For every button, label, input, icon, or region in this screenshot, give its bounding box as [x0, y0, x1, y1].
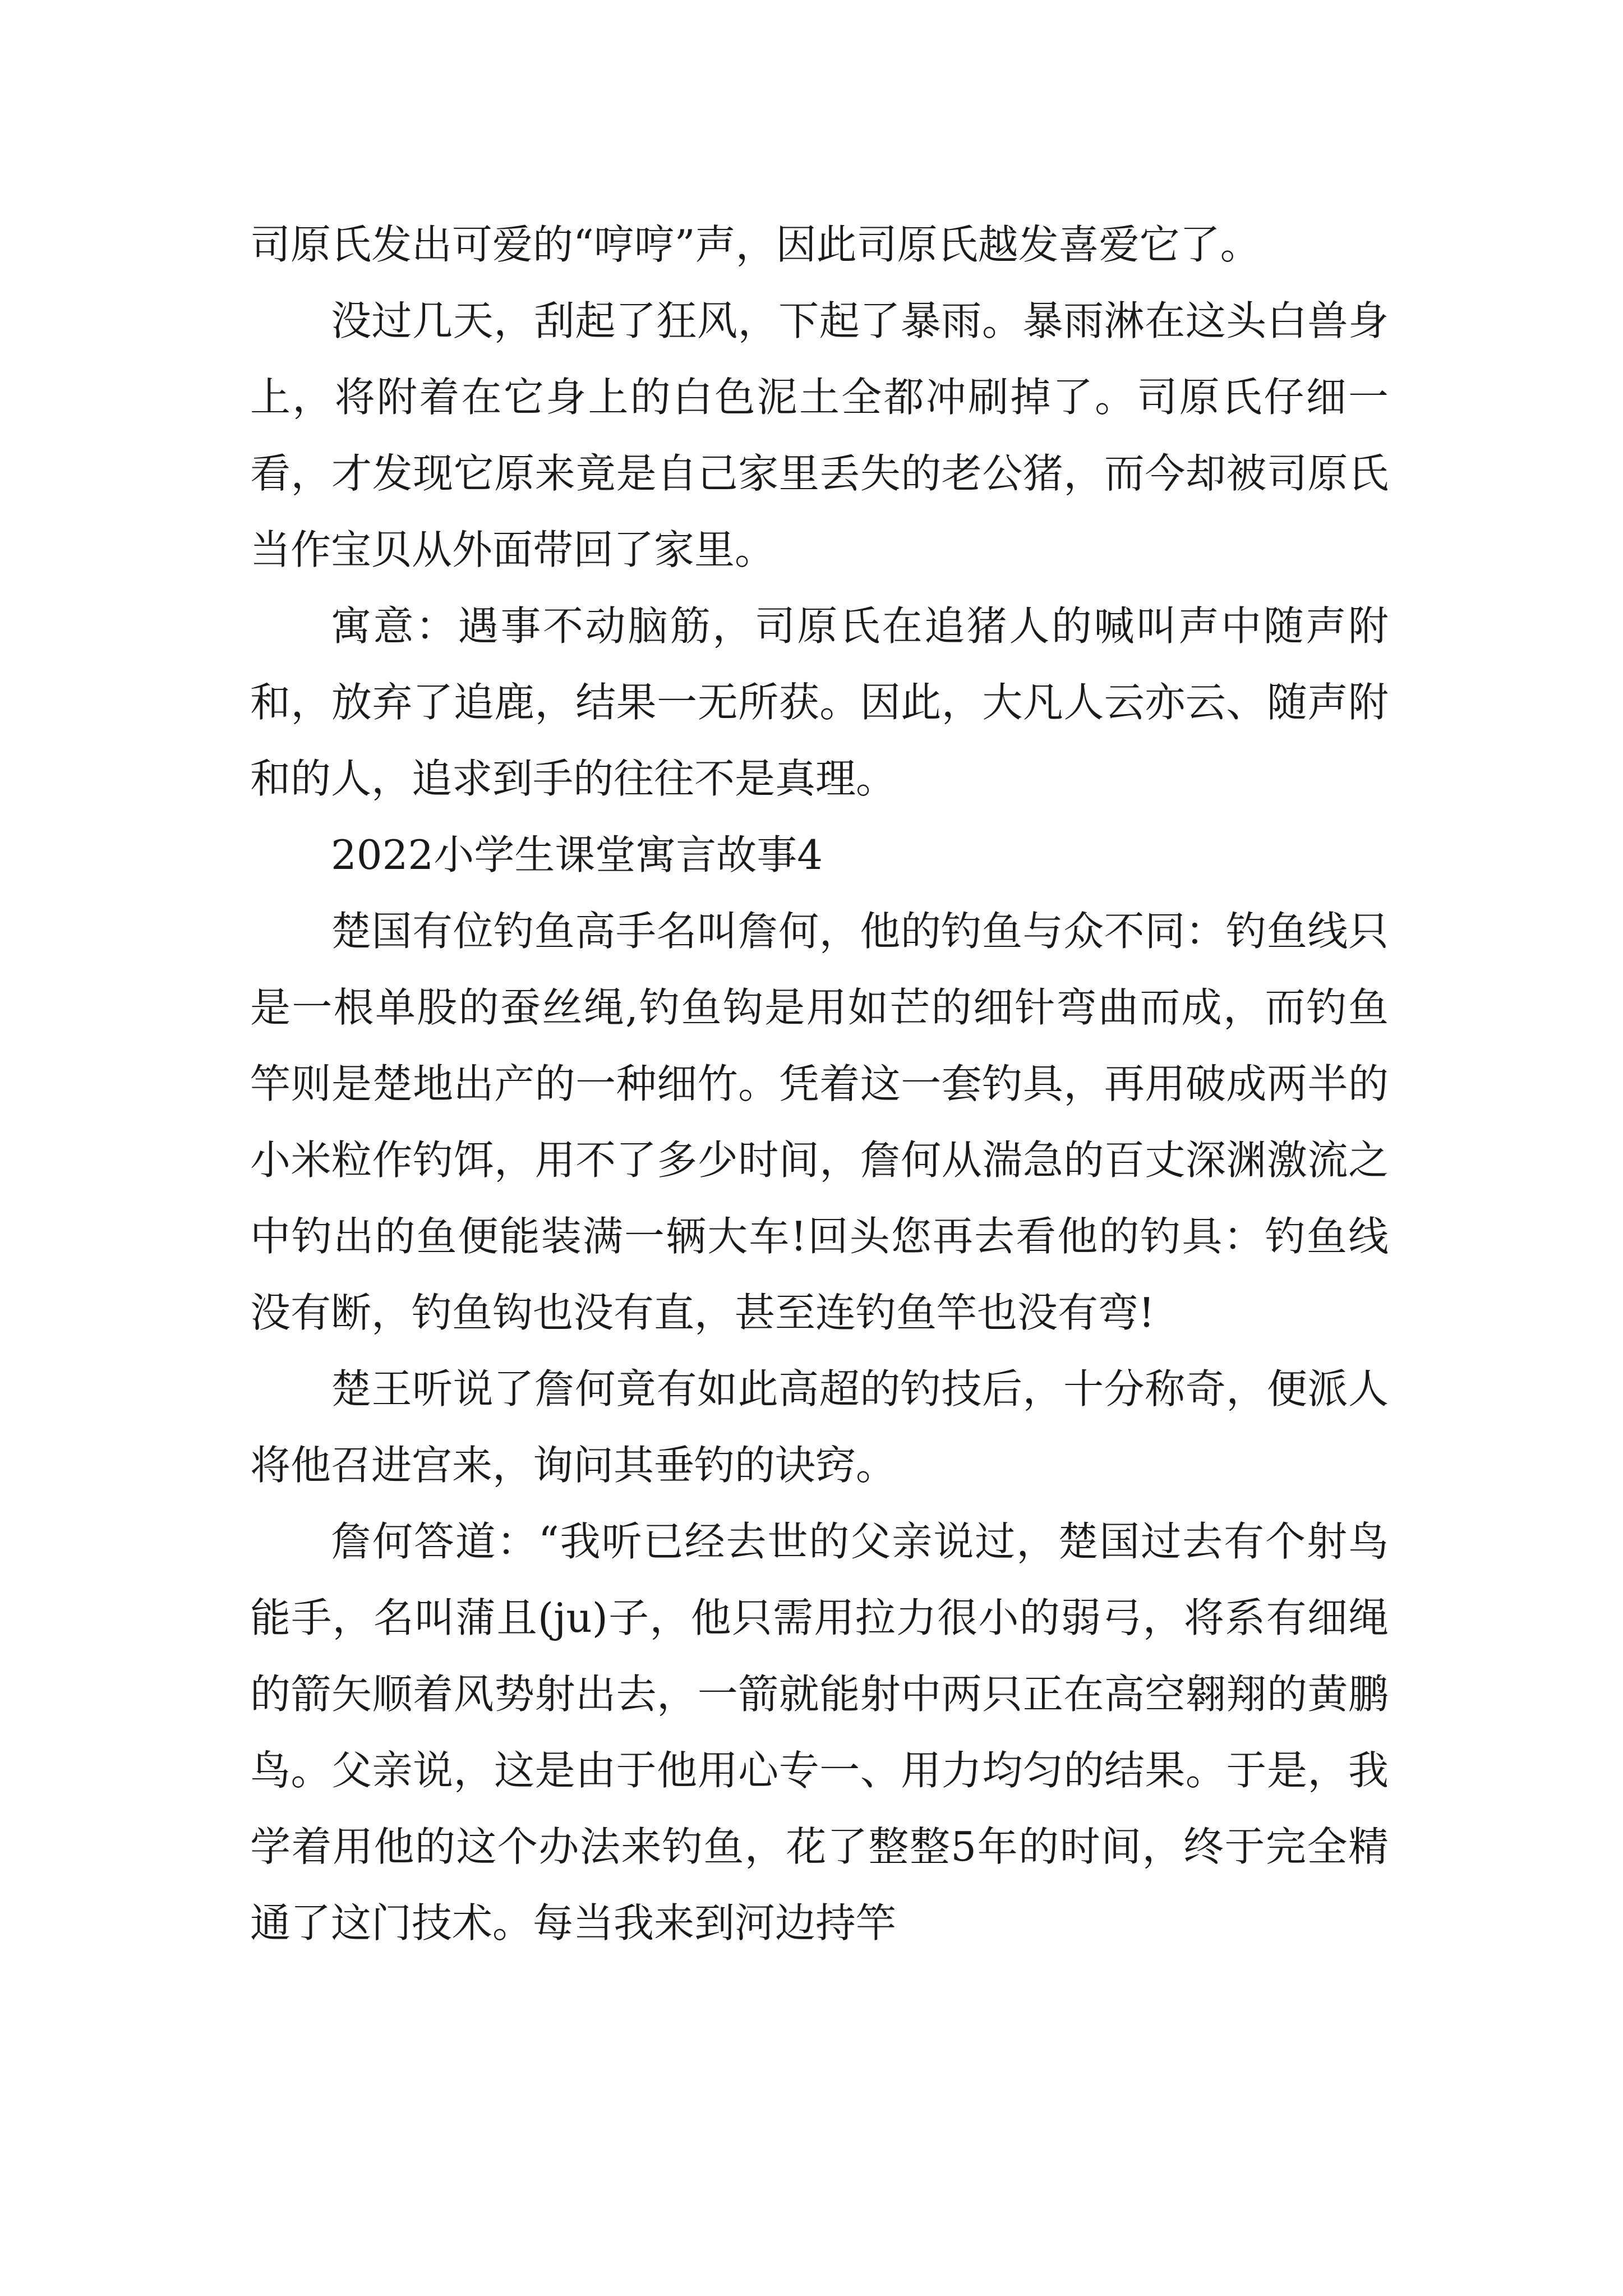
paragraph-3: 寓意：遇事不动脑筋，司原氏在追猪人的喊叫声中随声附和，放弃了追鹿，结果一无所获。因此，大凡人云亦云、随声附和的人，追求到手的往往不是真理。 — [250, 602, 1389, 802]
paragraph-1: 司原氏发出可爱的“哼哼”声，因此司原氏越发喜爱它了。 — [250, 221, 1261, 268]
paragraph-4: 楚国有位钓鱼高手名叫詹何，他的钓鱼与众不同：钓鱼线只是一根单股的蚕丝绳,钓鱼钩是用如芒的细针弯曲而成，而钓鱼竿则是楚地出产的一种细竹。凭着这一套钓具，再用破成两半的小米粒作钓饵，用不了多少时间，詹何从湍急的百丈深渊激流之中钓出的鱼便能装满一辆大车!回头您再去看他的钓具：钓鱼线没有断，钓鱼钩也没有直，甚至连钓鱼竿也没有弯! — [250, 908, 1389, 1336]
paragraph-5: 楚王听说了詹何竟有如此高超的钓技后，十分称奇，便派人将他召进宫来，询问其垂钓的诀窍。 — [250, 1365, 1389, 1489]
document-body — [250, 206, 1389, 1961]
paragraph-2: 没过几天，刮起了狂风，下起了暴雨。暴雨淋在这头白兽身上，将附着在它身上的白色泥土全都冲刷掉了。司原氏仔细一看，才发现它原来竟是自己家里丢失的老公猪，而今却被司原氏当作宝贝从外面带回了家里。 — [250, 297, 1389, 573]
section-heading: 2022小学生课堂寓言故事4 — [331, 831, 823, 878]
paragraph-6: 詹何答道：“我听已经去世的父亲说过，楚国过去有个射鸟能手，名叫蒲且(ju)子，他只需用拉力很小的弱弓，将系有细绳的箭矢顺着风势射出去，一箭就能射中两只正在高空翱翔的黄鹏鸟。父亲说，这是由于他用心专一、用力均匀的结果。于是，我学着用他的这个办法来钓鱼，花了整整5年的时间，终于完全精通了这门技术。每当我来到河边持竿 — [250, 1518, 1389, 1947]
